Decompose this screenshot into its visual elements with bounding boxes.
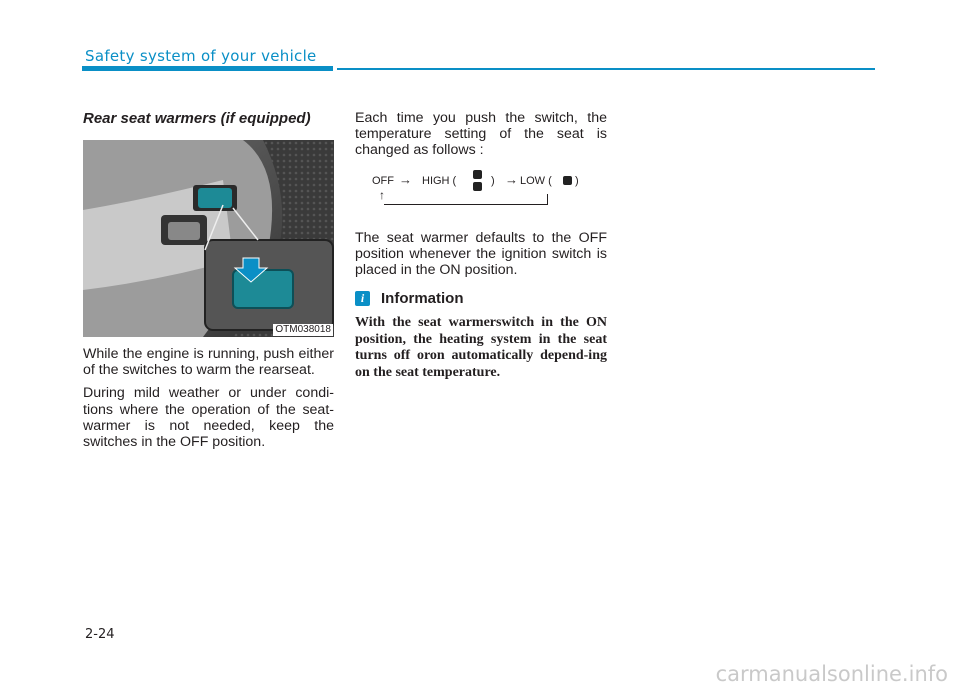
right-column [355,110,607,381]
seq-off: OFF [372,174,394,187]
header-rule-thick [82,66,333,71]
seat-heat-high-icon-bottom [473,182,482,191]
door-switch-photo [83,140,334,337]
seq-return-line [384,194,548,205]
information-heading [355,290,607,307]
seat-heat-low-icon [563,176,572,185]
photo-code: OTM038018 [275,324,331,335]
seq-high-close: ) [491,174,495,187]
seq-low: LOW ( [520,174,552,187]
header-title: Safety system of your vehicle [85,47,317,65]
info-icon: i [355,291,370,306]
information-title: Information [381,290,464,308]
section-title: Rear seat warmers (if equipped) [83,110,311,127]
seq-high: HIGH ( [422,174,457,187]
intro-paragraph: Each time you push the switch, the temperature setting of the seat is changed as follows : [355,110,607,159]
seat-heat-high-icon-top [473,170,482,179]
header-rule-thin [337,68,875,70]
information-body: With the seat warmerswitch in the ON position, the heating system in the seat turns off oron automatically depend-ing on the seat temperature. [355,315,607,380]
paragraph-2: During mild weather or under condi-tions where the operation of the seat-warmer is not needed, keep the switches in the OFF position. [83,385,334,451]
setting-sequence [355,166,607,216]
left-column [83,110,334,457]
seq-arrow-2: → [505,171,518,187]
paragraph-1: While the engine is running, push either of the switches to warm the rearseat. [83,346,334,379]
seq-return-arrow: ↑ [379,187,385,202]
watermark: carmanualsonline.info [715,662,948,686]
default-paragraph: The seat warmer defaults to the OFF position whenever the ignition switch is placed in the ON position. [355,229,607,279]
door-panel-illustration [83,140,334,337]
page-number: 2-24 [85,627,115,642]
seq-arrow-1: → [399,171,412,187]
seq-low-close: ) [575,174,579,187]
